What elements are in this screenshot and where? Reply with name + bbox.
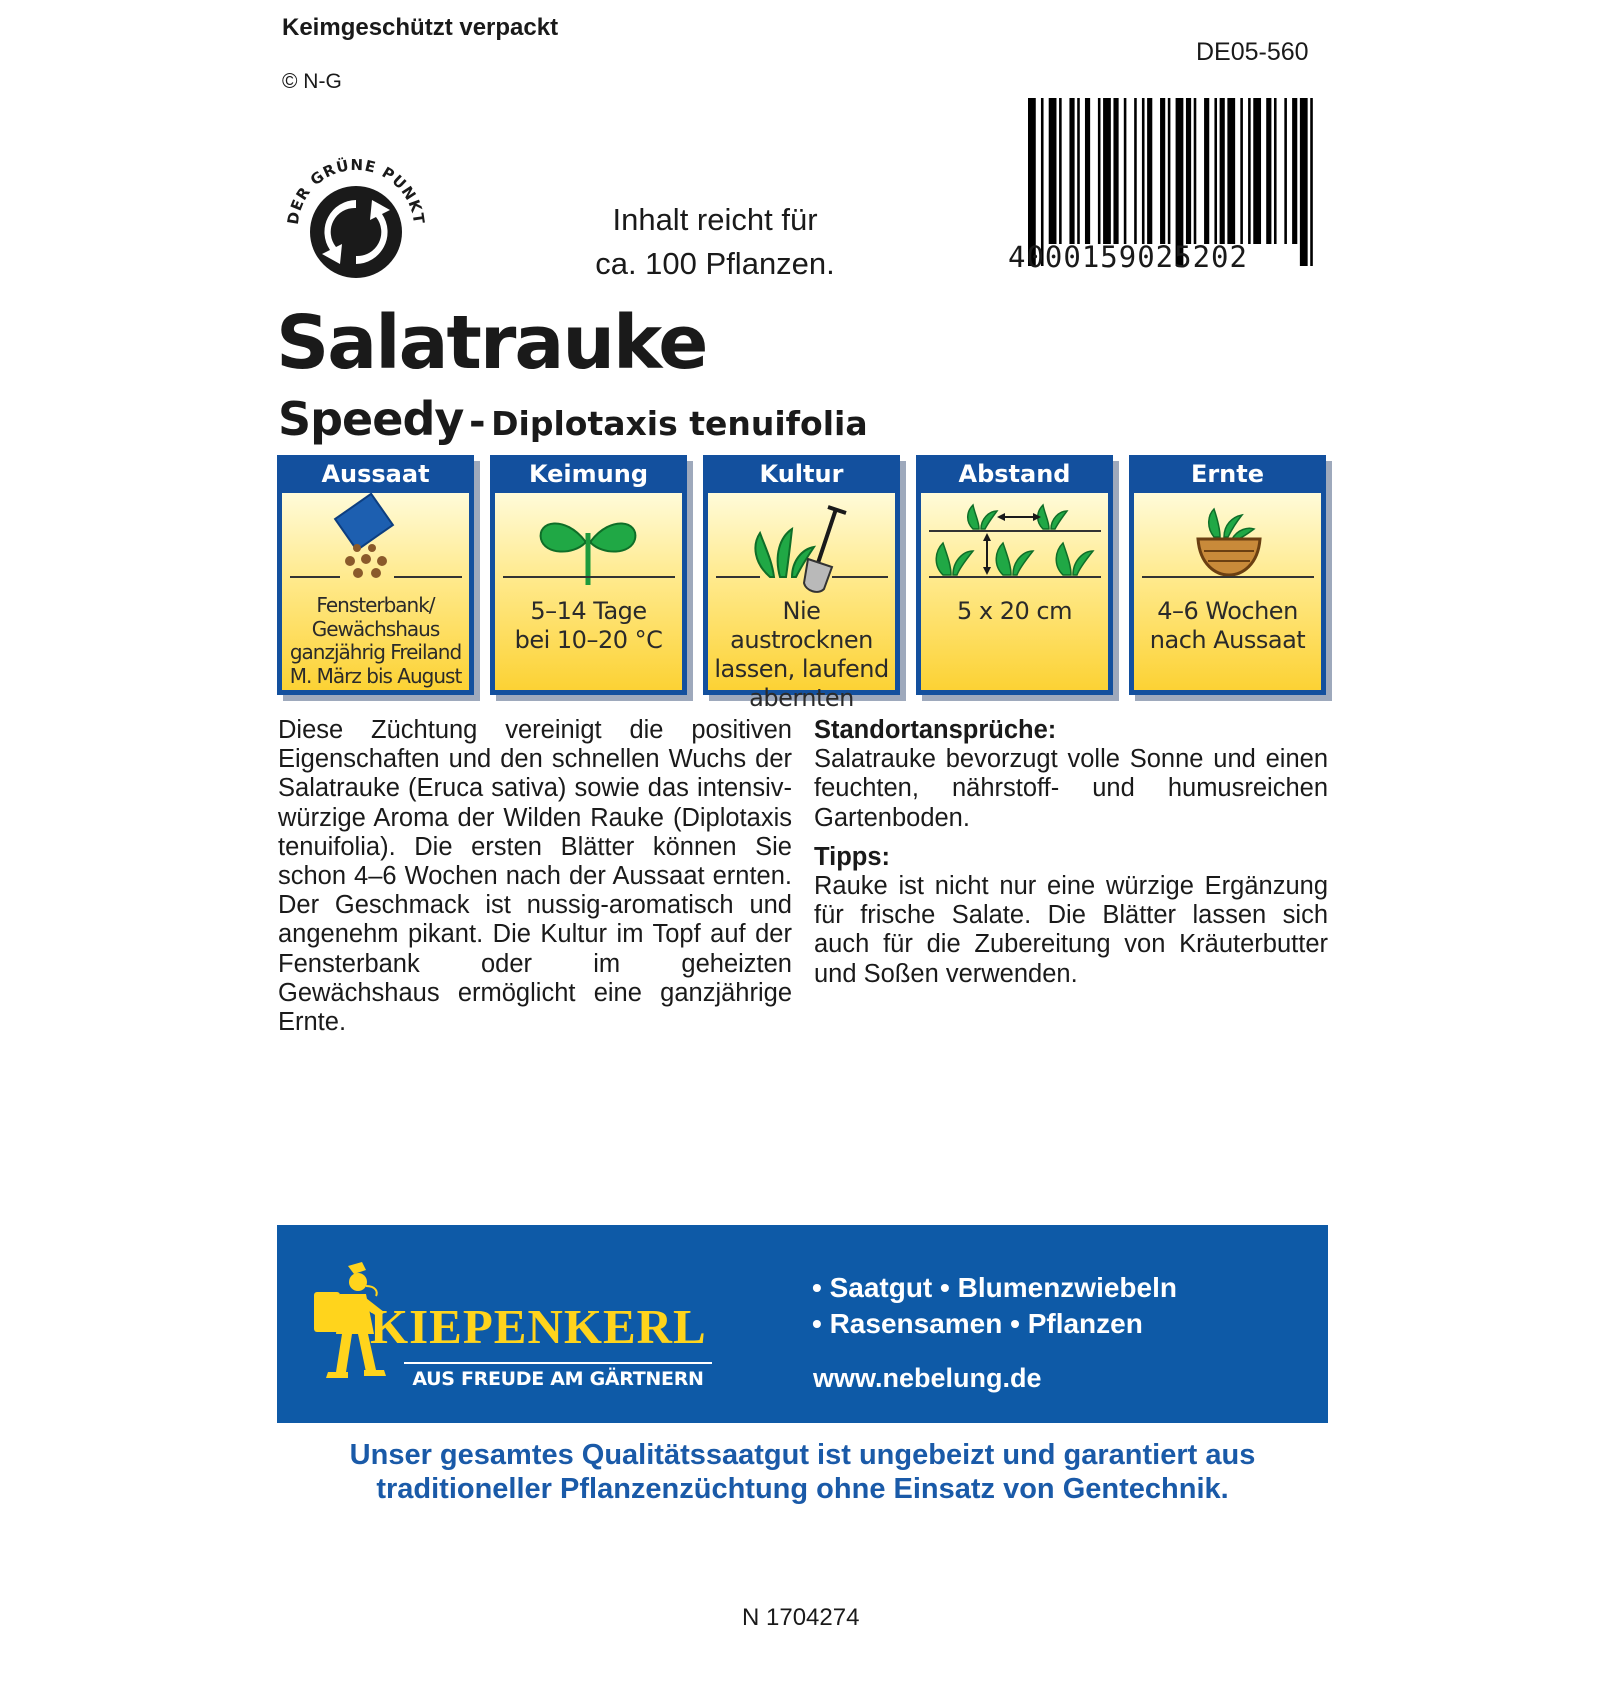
barcode-bar xyxy=(1168,98,1171,244)
barcode-bar xyxy=(1085,98,1090,244)
barcode-bar xyxy=(1214,98,1217,244)
seedling-icon xyxy=(495,493,682,603)
barcode-bar xyxy=(1134,98,1137,244)
panel-text xyxy=(495,597,682,655)
website-url: www.nebelung.de xyxy=(813,1363,1042,1393)
barcode-bar xyxy=(1194,98,1197,244)
panel-line: lassen, laufend xyxy=(714,655,889,683)
panel-line: bei 10–20 °C xyxy=(514,626,663,654)
panel-aussaat xyxy=(277,455,474,695)
barcode-bar xyxy=(1266,98,1271,244)
barcode-bar xyxy=(1103,98,1111,244)
latin-name: Diplotaxis tenuifolia xyxy=(491,404,868,443)
barcode-bar xyxy=(1284,98,1287,244)
panel-title: Aussaat xyxy=(321,460,430,488)
panel-abstand xyxy=(916,455,1113,695)
barcode-bar xyxy=(1220,98,1225,244)
panel-keimung xyxy=(490,455,687,695)
seed-packet-icon xyxy=(282,493,469,603)
barcode-bar xyxy=(1098,98,1101,244)
article-code: DE05-560 xyxy=(1196,38,1309,66)
barcode-bar xyxy=(1204,98,1209,244)
barcode-bar xyxy=(1240,98,1243,244)
barcode-bar xyxy=(1227,98,1235,244)
panel-title: Keimung xyxy=(528,460,649,488)
brand-slogan: AUS FREUDE AM GÄRTNERN xyxy=(412,1368,704,1390)
tips-text: Rauke ist nicht nur eine würzige Ergänzung für frische Salate. Die Blätter lassen sich auch für die Zubereitung von Kräuterbutter und Soßen verwenden. xyxy=(814,872,1328,988)
barcode-bar xyxy=(1292,98,1297,244)
gruener-punkt-icon xyxy=(276,130,436,280)
panel-text xyxy=(708,597,895,713)
slogan-divider xyxy=(404,1362,712,1364)
barcode-bar xyxy=(1253,98,1261,244)
location-heading: Standortansprüche: xyxy=(814,716,1057,744)
product-name: Salatrauke xyxy=(276,300,707,386)
barcode-bar xyxy=(1186,98,1191,244)
product-description: Diese Züchtung vereinigt die positiven Eigenschaften und den schnellen Wuchs der Salatrauke (Eruca sativa) sowie das intensiv-würzige Aroma der Wilden Rauke (Diplotaxis tenuifolia). Die ersten Blätter können Sie schon 4–6 Wochen nach der Aussaat ernten. Der Geschmack ist nussig-aromatisch und angenehm pikant. Die Kultur im Topf auf der Fensterbank oder im geheizten Gewächshaus ermöglicht eine ganzjährige Ernte. xyxy=(278,716,792,1037)
panel-line: Nie austrocknen xyxy=(730,597,873,654)
barcode-bar xyxy=(1142,98,1145,244)
harvest-basket-icon xyxy=(1134,493,1321,603)
barcode-digits: 4000159025202 xyxy=(1008,240,1248,274)
subtitle-separator: - xyxy=(468,399,486,445)
panel-text xyxy=(921,597,1108,626)
brand-name: KIEPENKERL xyxy=(370,1299,707,1354)
content-note-line1: Inhalt reicht für xyxy=(612,202,818,237)
quality-line-1: Unser gesamtes Qualitätssaatgut ist ungebeizt und garantiert aus xyxy=(349,1439,1256,1471)
spade-icon xyxy=(708,493,895,603)
tips-heading: Tipps: xyxy=(814,842,891,871)
panel-line: M. März bis August xyxy=(289,663,462,688)
panel-text xyxy=(1134,597,1321,655)
panel-line: Gewächshaus xyxy=(311,616,440,641)
barcode-bar xyxy=(1147,98,1152,244)
panel-line: nach Aussaat xyxy=(1149,626,1306,654)
gruener-punkt-text: DER GRÜNE PUNKT xyxy=(283,155,429,226)
panel-line: 5 x 20 cm xyxy=(957,597,1072,625)
product-subtitle xyxy=(278,392,868,446)
barcode-bar xyxy=(1059,98,1062,244)
panel-line: Fensterbank/ xyxy=(316,593,435,617)
panel-kultur xyxy=(703,455,900,712)
panel-title: Abstand xyxy=(958,460,1071,488)
panel-line: 4–6 Wochen xyxy=(1157,597,1298,625)
panel-title: Kultur xyxy=(759,460,844,488)
barcode-bar xyxy=(1160,98,1165,244)
barcode-bar xyxy=(1274,98,1277,244)
info-column xyxy=(814,716,1328,989)
content-note xyxy=(560,198,870,286)
barcode-bar xyxy=(1077,98,1080,244)
spacing-icon xyxy=(921,493,1108,603)
quality-line-2: traditioneller Pflanzenzüchtung ohne Einsatz von Gentechnik. xyxy=(376,1473,1229,1505)
variety-name: Speedy xyxy=(278,392,464,446)
features-line-1: • Saatgut • Blumenzwiebeln xyxy=(812,1272,1177,1303)
panel-line: 5–14 Tage xyxy=(530,597,647,625)
footer-code: N 1704274 xyxy=(742,1604,860,1631)
copyright: © N-G xyxy=(282,70,342,93)
panel-line: ganzjährig Freiland xyxy=(289,640,462,664)
packaging-note: Keimgeschützt verpackt xyxy=(282,14,559,41)
panel-title: Ernte xyxy=(1190,460,1265,488)
barcode-bar xyxy=(1069,98,1074,244)
barcode-bar xyxy=(1113,98,1118,244)
content-note-line2: ca. 100 Pflanzen. xyxy=(595,246,835,281)
barcode-bar xyxy=(1049,98,1057,244)
location-text: Salatrauke bevorzugt volle Sonne und einen feuchten, nährstoff- und humusreichen Gartenboden. xyxy=(814,745,1328,832)
barcode-bar xyxy=(1124,98,1127,244)
panel-ernte xyxy=(1129,455,1326,695)
panel-line: abernten xyxy=(749,684,854,712)
barcode-bar xyxy=(1248,98,1251,244)
panel-text xyxy=(282,594,469,688)
features-line-2: • Rasensamen • Pflanzen xyxy=(812,1308,1143,1339)
quality-statement xyxy=(277,1438,1328,1506)
